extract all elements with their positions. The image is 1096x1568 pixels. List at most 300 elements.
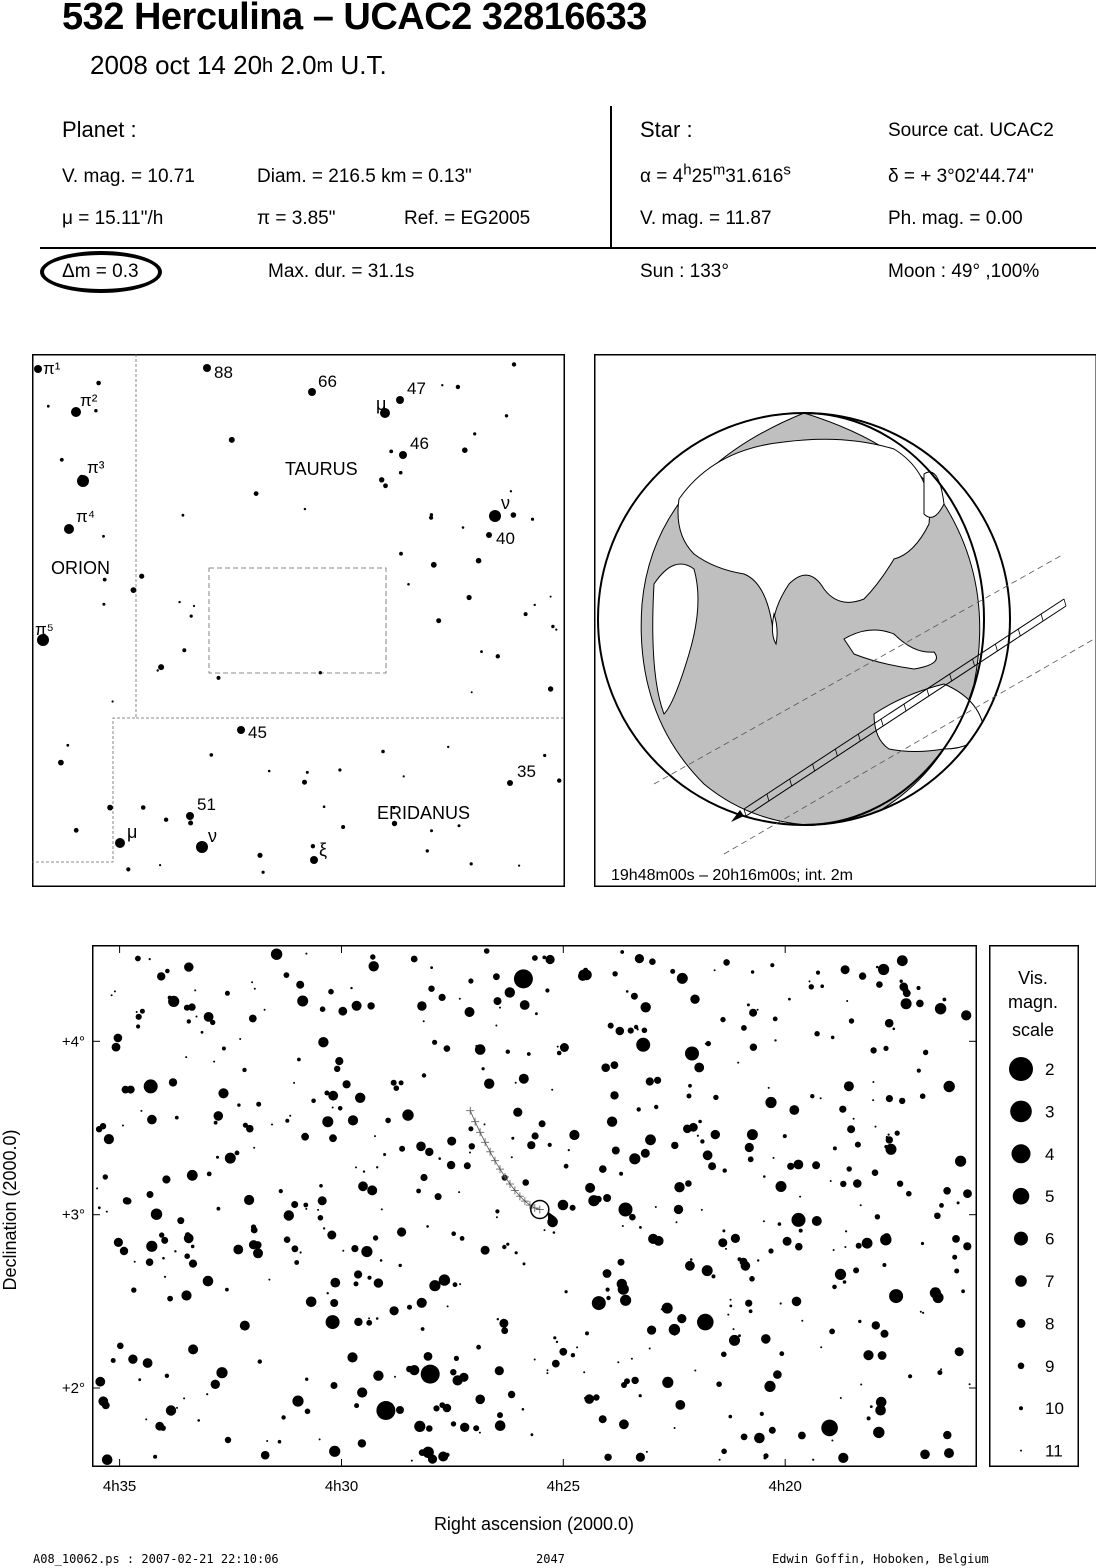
field-star <box>391 1080 397 1086</box>
field-star <box>201 1031 204 1034</box>
field-star <box>331 1382 338 1389</box>
field-star <box>714 969 716 971</box>
globe-map <box>594 354 1096 887</box>
field-star <box>261 1451 270 1460</box>
field-star <box>820 1346 822 1348</box>
field-star <box>293 1082 295 1084</box>
field-star <box>122 1125 124 1127</box>
field-star <box>194 989 196 991</box>
field-star <box>523 1262 526 1265</box>
field-star <box>140 1009 145 1014</box>
field-star <box>417 1001 426 1010</box>
field-star <box>306 1297 317 1308</box>
field-star <box>174 1250 176 1252</box>
finder-field-star <box>430 513 433 516</box>
field-star <box>338 1007 347 1016</box>
field-star <box>603 1194 611 1202</box>
field-star <box>768 1087 770 1089</box>
field-star <box>120 1247 128 1255</box>
field-star <box>329 1446 340 1457</box>
finder-field-star <box>381 750 385 754</box>
field-star <box>147 1115 157 1125</box>
finder-bright-star <box>486 532 492 538</box>
field-star <box>373 1235 378 1240</box>
finder-field-star <box>141 805 146 810</box>
field-star <box>424 1352 433 1361</box>
field-star <box>845 1230 847 1232</box>
bright-star <box>144 1079 158 1093</box>
field-star <box>183 1397 185 1399</box>
finder-field-star <box>58 760 64 766</box>
field-star <box>416 1189 421 1194</box>
field-star <box>888 1134 890 1136</box>
field-star <box>899 1098 905 1104</box>
field-star <box>476 1345 481 1350</box>
field-star <box>654 1105 658 1109</box>
field-star <box>906 1191 912 1197</box>
field-star <box>646 1451 648 1453</box>
field-star <box>619 1419 629 1429</box>
field-star <box>264 1009 266 1011</box>
footer-page-number: 2047 <box>536 1552 565 1566</box>
field-star <box>832 1285 837 1290</box>
finder-bright-star <box>34 365 42 373</box>
field-star <box>268 1279 270 1281</box>
finder-field-star <box>512 362 516 366</box>
field-star <box>792 1297 802 1307</box>
field-star <box>354 1270 362 1278</box>
star-label-46: 46 <box>410 434 429 453</box>
finder-field-star <box>403 775 405 777</box>
field-star <box>969 1383 971 1385</box>
field-star <box>579 970 589 980</box>
field-star <box>639 1226 642 1229</box>
finder-field-star <box>311 844 315 848</box>
field-star <box>757 1259 759 1261</box>
field-star <box>258 1359 262 1363</box>
field-star <box>417 1298 427 1308</box>
field-star <box>798 1432 806 1440</box>
field-star <box>694 1063 704 1073</box>
field-star <box>873 1427 884 1438</box>
field-star <box>421 1327 425 1331</box>
finder-field-star <box>456 385 460 389</box>
field-star <box>629 1214 636 1221</box>
field-star <box>162 1175 170 1183</box>
field-star <box>721 1352 727 1358</box>
field-star <box>291 1201 298 1208</box>
field-star <box>251 981 253 983</box>
field-star <box>787 1163 794 1170</box>
field-star <box>451 1421 456 1426</box>
star-phmag: Ph. mag. = 0.00 <box>888 208 1023 229</box>
field-star <box>716 1381 722 1387</box>
field-star <box>897 955 908 966</box>
field-star <box>444 1045 451 1052</box>
field-star <box>342 1250 344 1252</box>
finder-field-star <box>548 686 553 691</box>
field-star <box>430 966 433 969</box>
field-star <box>875 1214 880 1219</box>
field-star <box>460 1423 469 1432</box>
delta-magnitude: Δm = 0.3 <box>62 261 139 282</box>
field-star <box>146 1241 157 1252</box>
field-star <box>944 1448 954 1458</box>
field-star <box>853 1179 862 1188</box>
field-star <box>593 1394 599 1400</box>
field-star <box>957 1201 960 1204</box>
field-star <box>654 1077 661 1084</box>
bright-star <box>592 1296 606 1310</box>
field-star <box>402 1109 413 1120</box>
field-star <box>922 1312 924 1314</box>
legend-star-symbol <box>1014 1232 1028 1246</box>
field-star <box>151 1209 162 1220</box>
field-star <box>853 1118 855 1120</box>
field-star <box>749 1309 753 1313</box>
legend-magnitude-label: 7 <box>1045 1272 1055 1291</box>
planet-diameter: Diam. = 216.5 km = 0.13" <box>257 166 472 187</box>
field-star <box>670 969 675 974</box>
star-label-pi2: π² <box>80 391 98 410</box>
bright-star <box>821 1420 838 1437</box>
field-star <box>425 1148 433 1156</box>
field-star <box>239 1038 241 1040</box>
field-star <box>641 1149 650 1158</box>
field-star <box>725 1248 727 1250</box>
field-star <box>745 1300 752 1307</box>
field-star <box>168 996 172 1000</box>
field-star <box>330 1299 338 1307</box>
field-star <box>859 972 866 979</box>
field-star <box>305 1378 308 1381</box>
field-star <box>847 1166 852 1171</box>
field-star <box>570 1205 576 1211</box>
field-star <box>858 1320 861 1323</box>
field-star <box>104 1134 114 1144</box>
field-star <box>502 1245 506 1249</box>
field-star <box>829 1329 835 1335</box>
field-star <box>426 1425 433 1432</box>
field-star <box>862 1238 873 1249</box>
time-interval-caption: 19h48m00s – 20h16m00s; int. 2m <box>611 867 853 884</box>
field-star <box>765 1097 776 1108</box>
field-star <box>675 1400 685 1410</box>
finder-field-star <box>66 744 69 747</box>
event-datetime <box>90 50 387 81</box>
y-tick-label: +3° <box>61 1206 85 1224</box>
field-star <box>321 1200 323 1202</box>
field-star <box>196 1016 198 1018</box>
legend-star-symbol <box>1020 1450 1022 1452</box>
star-label-pi4: π⁴ <box>76 507 96 526</box>
ra-prefix: α = 4 <box>640 166 684 187</box>
star-right-ascension <box>640 161 791 188</box>
field-star <box>175 1116 179 1120</box>
field-star <box>111 1358 116 1363</box>
field-star <box>383 1153 386 1156</box>
field-star <box>757 1009 759 1011</box>
field-star <box>849 1018 854 1023</box>
finder-field-star <box>476 558 482 564</box>
field-star <box>860 1204 862 1206</box>
field-star <box>439 994 446 1001</box>
bright-star <box>514 969 533 988</box>
field-star <box>131 1287 136 1292</box>
star-label-51: 51 <box>197 795 216 814</box>
field-star <box>497 1318 499 1320</box>
field-star <box>165 969 170 974</box>
field-star <box>719 1459 721 1461</box>
finder-field-star <box>79 475 84 480</box>
field-star <box>354 1403 359 1408</box>
star-label-40: 40 <box>496 529 515 548</box>
field-star <box>244 1195 254 1205</box>
field-star <box>271 949 282 960</box>
field-star <box>820 984 824 988</box>
field-star <box>225 1437 231 1443</box>
field-star <box>106 1211 108 1213</box>
field-star <box>712 1274 716 1278</box>
bright-star <box>376 1401 395 1420</box>
field-star <box>636 1453 645 1462</box>
field-star <box>484 1123 486 1125</box>
field-star <box>649 958 656 965</box>
field-star <box>191 1245 195 1249</box>
field-star <box>271 1124 273 1126</box>
field-star <box>438 1157 441 1160</box>
field-star <box>464 1162 471 1169</box>
finder-field-star <box>534 604 536 606</box>
field-star <box>176 1407 178 1409</box>
field-star <box>468 978 473 983</box>
field-star <box>635 954 644 963</box>
field-star <box>363 1170 365 1172</box>
field-star <box>374 1278 383 1287</box>
field-star <box>423 1020 425 1022</box>
finder-field-star <box>190 615 193 618</box>
field-star <box>683 1125 692 1134</box>
finder-field-star <box>462 447 468 453</box>
field-star <box>114 1034 123 1043</box>
field-star <box>838 1453 848 1463</box>
field-star <box>875 1126 877 1128</box>
finder-field-star <box>338 768 341 771</box>
finder-bright-star <box>196 841 208 853</box>
field-star <box>551 1089 553 1091</box>
field-star <box>103 1174 108 1179</box>
field-star <box>839 1106 846 1113</box>
field-star <box>317 1209 319 1211</box>
field-star <box>897 1181 903 1187</box>
field-star <box>114 1238 123 1247</box>
finder-field-star <box>389 450 393 454</box>
finder-field-star <box>511 512 517 518</box>
field-star <box>690 1258 693 1261</box>
planet-vmag: V. mag. = 10.71 <box>62 166 195 187</box>
field-star <box>447 1161 455 1169</box>
field-star <box>495 1420 506 1431</box>
field-star <box>721 1449 727 1455</box>
field-star <box>741 1261 751 1271</box>
finder-bright-star <box>396 396 404 404</box>
table-horizontal-divider <box>40 247 1096 249</box>
field-star <box>812 1161 820 1169</box>
field-star <box>569 1130 579 1140</box>
field-star <box>433 1405 439 1411</box>
field-star <box>760 1412 764 1416</box>
field-star <box>559 1348 567 1356</box>
field-star <box>292 1245 299 1252</box>
field-star <box>944 1081 955 1092</box>
field-star <box>294 1260 299 1265</box>
finder-field-star <box>431 562 437 568</box>
footer-author: Edwin Goffin, Hoboken, Belgium <box>772 1552 989 1566</box>
field-star <box>281 1415 285 1419</box>
ra-s-unit: s <box>783 161 791 179</box>
field-star <box>181 1290 191 1300</box>
field-star <box>459 1373 468 1382</box>
field-star <box>685 1180 692 1187</box>
field-star <box>783 1237 792 1246</box>
field-star <box>799 1229 803 1233</box>
field-star <box>147 1191 154 1198</box>
finder-field-star <box>131 587 137 593</box>
field-star <box>185 1056 187 1058</box>
field-star <box>136 1024 140 1028</box>
x-tick-label: 4h30 <box>324 1478 359 1495</box>
field-star <box>856 1243 862 1249</box>
field-star <box>729 1415 733 1419</box>
field-star <box>305 953 307 955</box>
field-star <box>320 1006 326 1012</box>
finder-field-star <box>193 605 195 607</box>
field-star <box>206 1393 208 1395</box>
field-star <box>831 1036 835 1040</box>
field-star <box>149 958 151 960</box>
page-title: 532 Herculina – UCAC2 32816633 <box>62 0 647 38</box>
field-star <box>662 1377 673 1388</box>
field-star <box>620 950 624 954</box>
field-star <box>961 1289 965 1293</box>
finder-field-star <box>462 526 465 529</box>
field-star <box>328 989 334 995</box>
field-star <box>937 1370 942 1375</box>
field-star <box>774 1039 776 1041</box>
field-star <box>210 1020 215 1025</box>
field-star <box>764 1381 775 1392</box>
field-star <box>469 1143 475 1149</box>
field-star <box>649 1348 651 1350</box>
field-star <box>886 1136 893 1143</box>
finder-field-star <box>60 458 64 462</box>
finder-field-star <box>550 596 552 598</box>
field-star <box>769 1427 776 1434</box>
field-star <box>608 1023 614 1029</box>
field-star <box>253 1147 255 1149</box>
field-star <box>367 1002 374 1009</box>
bright-star <box>619 1203 633 1217</box>
field-star <box>394 1376 396 1378</box>
planet-motion: μ = 15.11"/h <box>62 208 164 229</box>
field-star <box>354 1281 359 1286</box>
finder-bright-star <box>489 510 501 522</box>
field-star <box>880 1234 891 1245</box>
field-star <box>878 964 889 975</box>
field-star <box>515 1082 517 1084</box>
field-star <box>694 1370 696 1372</box>
field-star <box>184 962 193 971</box>
field-star <box>237 1103 240 1106</box>
finder-field-star <box>319 671 322 674</box>
field-star <box>185 1232 191 1238</box>
finder-bright-star <box>308 388 316 396</box>
field-star <box>447 1137 456 1146</box>
field-star <box>748 1156 754 1162</box>
legend-star-symbol <box>1013 1188 1030 1205</box>
field-star <box>552 1360 560 1368</box>
field-star <box>548 1143 552 1147</box>
field-star <box>723 1168 727 1172</box>
field-star <box>820 1097 822 1099</box>
field-star <box>881 1330 889 1338</box>
field-star <box>279 1189 283 1193</box>
field-star <box>296 981 304 989</box>
field-star <box>358 1181 368 1191</box>
bright-star <box>421 1365 440 1384</box>
field-star <box>197 1419 200 1422</box>
field-star <box>674 1334 676 1336</box>
field-star <box>588 1195 599 1206</box>
field-star <box>358 1439 366 1447</box>
finder-field-star <box>103 578 107 582</box>
field-star <box>900 980 903 983</box>
field-star <box>207 1172 212 1177</box>
moon-info: Moon : 49° ,100% <box>888 261 1040 282</box>
field-star <box>253 1248 263 1258</box>
field-star <box>812 1216 822 1226</box>
field-star <box>604 1454 611 1461</box>
field-star <box>311 1099 316 1104</box>
field-star <box>511 1137 514 1140</box>
field-star <box>916 1000 924 1008</box>
star-label-35: 35 <box>517 762 536 781</box>
field-star <box>165 1374 169 1378</box>
field-star <box>497 1412 503 1418</box>
field-star <box>225 1288 229 1292</box>
field-star <box>872 1081 874 1083</box>
field-star <box>369 961 379 971</box>
field-star <box>545 988 549 992</box>
field-star <box>963 1242 971 1250</box>
x-tick-label: 4h25 <box>546 1478 580 1495</box>
field-star <box>557 1051 562 1056</box>
field-star <box>539 1120 546 1127</box>
finder-field-star <box>436 618 441 623</box>
field-star <box>475 1395 485 1405</box>
finder-field-star <box>430 829 433 832</box>
field-star <box>780 1302 782 1304</box>
field-star <box>901 998 912 1009</box>
finder-field-star <box>471 691 473 693</box>
field-star <box>390 1306 399 1315</box>
finder-field-star <box>304 508 306 510</box>
finder-bright-star <box>507 780 513 786</box>
finder-field-star <box>441 384 443 386</box>
field-star <box>731 1234 740 1243</box>
field-star <box>495 1209 499 1213</box>
field-star <box>830 1180 832 1182</box>
